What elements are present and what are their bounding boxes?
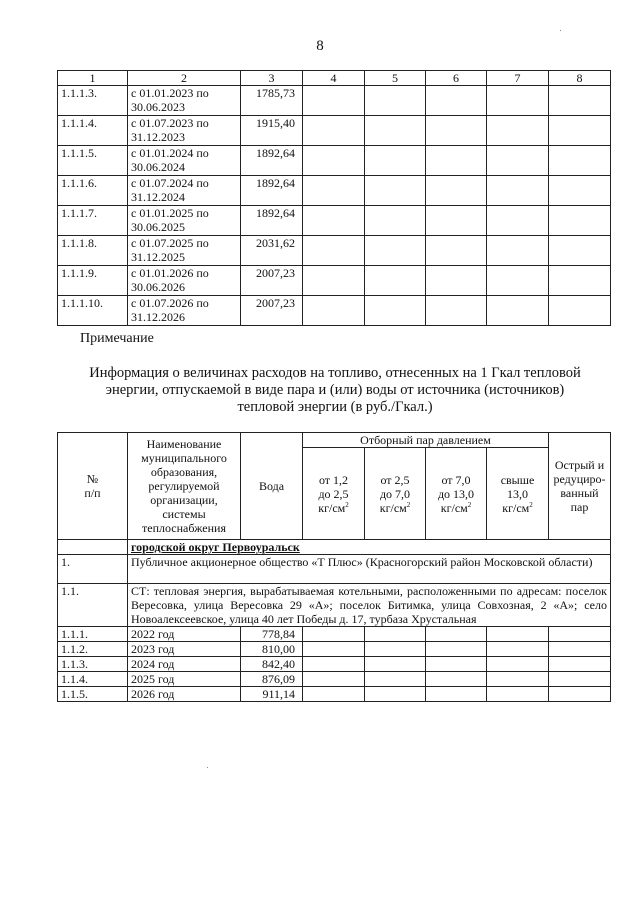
header-name	[128, 433, 241, 540]
pressure-to: до 13,0	[437, 486, 475, 501]
empty-cell	[549, 266, 611, 296]
period-start: с 01.07.2023 по	[131, 116, 209, 130]
header-steam-pressure	[303, 448, 365, 540]
period-start: с 01.01.2023 по	[131, 86, 209, 100]
period-end: 30.06.2026	[131, 280, 185, 294]
empty-cell	[365, 206, 426, 236]
empty-cell	[303, 206, 365, 236]
empty-cell	[303, 86, 365, 116]
table-row	[58, 296, 611, 326]
empty-cell	[426, 266, 487, 296]
tariff-table	[57, 70, 611, 326]
page-number: 8	[316, 38, 324, 54]
pressure-to: до 7,0	[379, 486, 411, 501]
row-id: 1.	[58, 555, 128, 584]
header-steam-pressure	[365, 448, 426, 540]
empty-cell	[487, 672, 549, 687]
header-name-line: системы	[162, 507, 206, 521]
header-sharp-line: редуциро-	[553, 472, 606, 486]
pressure-from: от 7,0	[441, 472, 471, 487]
empty-cell	[303, 687, 365, 702]
table-row	[58, 627, 611, 642]
period-end: 31.12.2026	[131, 310, 185, 324]
empty-cell	[426, 687, 487, 702]
section-title-line: энергии, отпускаемой в виде пара и (или) воды от источника (источников)	[105, 382, 565, 398]
pressure-unit	[368, 501, 422, 515]
table-row	[58, 266, 611, 296]
year: 2026 год	[128, 687, 241, 702]
header-name-line: теплоснабжения	[142, 521, 226, 535]
empty-cell	[365, 627, 426, 642]
period-end: 30.06.2025	[131, 220, 185, 234]
period-end: 31.12.2025	[131, 250, 185, 264]
column-number: 7	[487, 71, 549, 86]
empty-cell	[303, 627, 365, 642]
empty-cell	[487, 627, 549, 642]
section-title	[70, 365, 600, 416]
column-number: 8	[549, 71, 611, 86]
empty-cell	[303, 642, 365, 657]
pressure-unit	[490, 501, 545, 515]
empty-cell	[365, 687, 426, 702]
column-number: 4	[303, 71, 365, 86]
empty-cell	[426, 146, 487, 176]
empty-cell	[365, 116, 426, 146]
empty-cell	[487, 176, 549, 206]
table-row	[58, 642, 611, 657]
empty-cell	[426, 176, 487, 206]
empty-cell	[487, 116, 549, 146]
section-title-line: Информация о величинах расходов на топливо, отнесенных на 1 Гкал тепловой	[89, 365, 581, 381]
water-value: 810,00	[241, 642, 303, 657]
row-id: 1.1.5.	[58, 687, 128, 702]
note-label: Примечание	[80, 331, 154, 346]
unit-exponent: 2	[467, 500, 472, 509]
row-id: 1.1.1.5.	[58, 146, 128, 176]
header-steam-group: Отборный пар давлением	[303, 433, 549, 448]
empty-cell	[549, 627, 611, 642]
tariff-value: 2031,62	[241, 236, 303, 266]
row-id: 1.1.	[58, 584, 128, 627]
pressure-unit	[429, 501, 483, 515]
unit-text: кг/см	[379, 500, 407, 515]
tariff-value: 1892,64	[241, 146, 303, 176]
header-steam-pressure	[426, 448, 487, 540]
empty-cell	[365, 146, 426, 176]
empty-cell	[549, 687, 611, 702]
empty-cell	[426, 206, 487, 236]
empty-cell	[303, 672, 365, 687]
table-row	[58, 176, 611, 206]
period	[128, 86, 241, 116]
region-row	[58, 540, 611, 555]
row-id: 1.1.1.8.	[58, 236, 128, 266]
empty-cell	[487, 642, 549, 657]
period	[128, 116, 241, 146]
empty-cell	[549, 236, 611, 266]
header-name-line: муниципального	[141, 451, 227, 465]
column-number-row	[58, 71, 611, 86]
unit-exponent: 2	[345, 500, 349, 509]
pressure-unit	[306, 501, 361, 515]
empty-cell	[487, 86, 549, 116]
header-name-line: образования,	[150, 465, 218, 479]
empty-cell	[365, 657, 426, 672]
pressure-to: до 2,5	[318, 486, 349, 501]
row-id: 1.1.2.	[58, 642, 128, 657]
column-number: 2	[128, 71, 241, 86]
empty-cell	[303, 146, 365, 176]
column-number: 1	[58, 71, 128, 86]
unit-text: кг/см	[440, 500, 468, 515]
tariff-value: 2007,23	[241, 296, 303, 326]
empty-cell	[365, 176, 426, 206]
organization-name: Публичное акционерное общество «Т Плюс» (Красногорский район Московской области)	[128, 555, 611, 584]
period	[128, 146, 241, 176]
header-name-line: организации,	[150, 493, 218, 507]
tariff-value: 1785,73	[241, 86, 303, 116]
row-id: 1.1.1.9.	[58, 266, 128, 296]
pressure-from: от 1,2	[318, 472, 349, 487]
empty-cell	[487, 687, 549, 702]
row-id: 1.1.1.7.	[58, 206, 128, 236]
period	[128, 296, 241, 326]
empty-cell	[426, 657, 487, 672]
tariff-value: 1892,64	[241, 206, 303, 236]
empty-cell	[365, 266, 426, 296]
tariff-value: 1892,64	[241, 176, 303, 206]
table-row	[58, 687, 611, 702]
empty-cell	[549, 672, 611, 687]
system-row	[58, 584, 611, 627]
unit-text: кг/см	[502, 500, 530, 515]
row-id: 1.1.1.10.	[58, 296, 128, 326]
fuel-cost-table	[57, 432, 611, 702]
row-id: 1.1.1.	[58, 627, 128, 642]
header-sharp-line: Острый и	[554, 458, 605, 472]
water-value: 842,40	[241, 657, 303, 672]
table-row	[58, 116, 611, 146]
empty-cell	[426, 627, 487, 642]
period-end: 30.06.2024	[131, 160, 185, 174]
empty-cell	[426, 86, 487, 116]
empty-cell	[303, 266, 365, 296]
period	[128, 176, 241, 206]
column-number: 3	[241, 71, 303, 86]
water-value: 778,84	[241, 627, 303, 642]
period-end: 31.12.2023	[131, 130, 185, 144]
section-title-line: тепловой энергии (в руб./Гкал.)	[237, 399, 433, 415]
header-sharp-steam	[549, 433, 611, 540]
empty-cell	[487, 296, 549, 326]
header-water: Вода	[241, 433, 303, 540]
period	[128, 266, 241, 296]
scan-speck	[207, 767, 208, 768]
period-start: с 01.01.2024 по	[131, 146, 209, 160]
empty-cell	[487, 657, 549, 672]
period-start: с 01.01.2026 по	[131, 266, 209, 280]
empty-cell	[365, 672, 426, 687]
empty-cell	[549, 206, 611, 236]
empty-cell	[549, 176, 611, 206]
table-row	[58, 86, 611, 116]
empty-cell	[487, 206, 549, 236]
table-row	[58, 672, 611, 687]
empty-cell	[303, 657, 365, 672]
empty-cell	[365, 296, 426, 326]
tariff-value: 1915,40	[241, 116, 303, 146]
unit-exponent: 2	[406, 500, 411, 509]
empty-cell	[549, 657, 611, 672]
pressure-from: свыше	[500, 472, 535, 487]
table-row	[58, 236, 611, 266]
region-name: городской округ Первоуральск	[128, 540, 611, 555]
system-description: СТ: тепловая энергия, вырабатываемая котельными, расположенными по адресам: поселок Вересовка, улица Вересовка 29 «А»; поселок Битимка, улица Совхозная, 2 «А»; село Новоалексеевское, улица 40 лет Победы д. 17, турбаза Хрустальная	[128, 584, 611, 627]
empty-cell	[549, 116, 611, 146]
empty-cell	[303, 176, 365, 206]
table-row	[58, 657, 611, 672]
unit-exponent: 2	[529, 500, 533, 509]
period	[128, 206, 241, 236]
organization-row	[58, 555, 611, 584]
empty-cell	[487, 236, 549, 266]
empty-cell	[303, 236, 365, 266]
empty-cell	[426, 296, 487, 326]
period-end: 30.06.2023	[131, 100, 185, 114]
empty-cell	[365, 86, 426, 116]
year: 2025 год	[128, 672, 241, 687]
empty-cell	[549, 642, 611, 657]
row-id: 1.1.1.6.	[58, 176, 128, 206]
header-name-line: регулируемой	[148, 479, 220, 493]
header-sharp-line: ванный	[560, 486, 599, 500]
header-steam-pressure	[487, 448, 549, 540]
table-row	[58, 206, 611, 236]
header-name-line: Наименование	[146, 437, 222, 451]
pressure-to: 13,0	[507, 486, 528, 501]
period-start: с 01.07.2026 по	[131, 296, 209, 310]
water-value: 911,14	[241, 687, 303, 702]
header-number: № п/п	[58, 433, 128, 540]
period-start: с 01.07.2024 по	[131, 176, 209, 190]
empty-cell	[487, 266, 549, 296]
row-id: 1.1.1.3.	[58, 86, 128, 116]
header-row	[58, 433, 611, 448]
period-start: с 01.01.2025 по	[131, 206, 209, 220]
unit-text: кг/см	[318, 500, 346, 515]
empty-cell	[549, 296, 611, 326]
row-id: 1.1.3.	[58, 657, 128, 672]
period-end: 31.12.2024	[131, 190, 185, 204]
empty-cell	[549, 86, 611, 116]
period	[128, 236, 241, 266]
year: 2023 год	[128, 642, 241, 657]
empty-cell	[303, 116, 365, 146]
period-start: с 01.07.2025 по	[131, 236, 209, 250]
empty-cell	[426, 642, 487, 657]
pressure-from: от 2,5	[380, 472, 410, 487]
empty-cell	[365, 236, 426, 266]
empty-cell	[365, 642, 426, 657]
header-sharp-line: пар	[570, 500, 589, 514]
column-number: 6	[426, 71, 487, 86]
empty-cell	[487, 146, 549, 176]
empty-cell	[426, 672, 487, 687]
year: 2022 год	[128, 627, 241, 642]
tariff-value: 2007,23	[241, 266, 303, 296]
water-value: 876,09	[241, 672, 303, 687]
year: 2024 год	[128, 657, 241, 672]
table-row	[58, 146, 611, 176]
empty-cell	[426, 116, 487, 146]
scan-speck	[560, 30, 561, 31]
empty-cell	[303, 296, 365, 326]
column-number: 5	[365, 71, 426, 86]
empty-cell	[426, 236, 487, 266]
row-id: 1.1.4.	[58, 672, 128, 687]
row-id: 1.1.1.4.	[58, 116, 128, 146]
empty-cell	[549, 146, 611, 176]
